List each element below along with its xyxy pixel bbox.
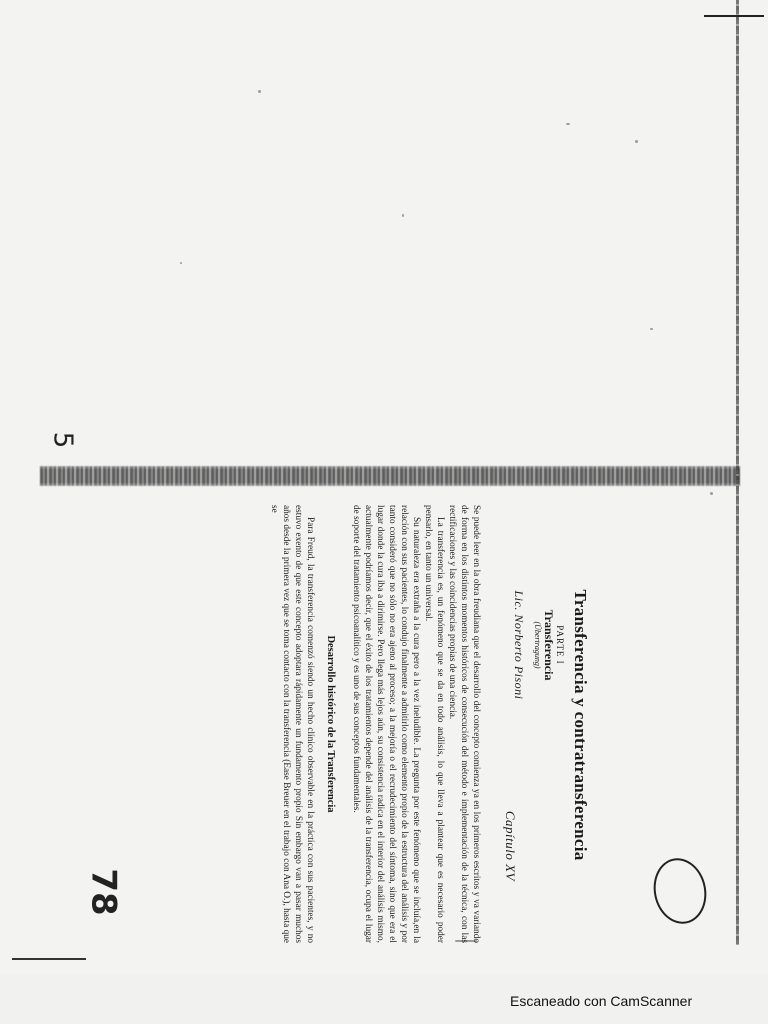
paragraph: Se puede leer en la obra freudiana que el desarrollo del concepto comienza ya en los primeros escritos y va variando de forma en los distintos momentos históricos de consecución del método e implementación de la técnica, con las rectificaciones y las coincidencias propias de una ciencia. — [447, 505, 481, 943]
scanner-watermark: Escaneado con CamScanner — [510, 993, 693, 1009]
paragraph: Para Freud, la transferencia comenzó siendo un hecho clínico observable en la práctica con sus pacientes, y no estuvo exento de que este concepto adoptara rápidamente un fundamento propio Sin embargo van a pasar muchos años desde la primera vez que se toma contacto con la transferencia (Ease Breuer en el trabajo con Ana O.), hasta que se — [269, 505, 315, 943]
chapter-label: Capítulo XV — [503, 810, 518, 881]
part-title: Transferencia — [542, 609, 556, 681]
edge-mark — [12, 958, 86, 960]
paragraph: La transferencia es, un fenómeno que se da en todo análisis, lo que lleva a plantear que es necesario poder pensarlo, en tanto un universal. — [423, 505, 445, 943]
part-heading-block — [511, 525, 565, 765]
author-name: Lic. Norberto Pisoni — [512, 590, 526, 700]
section-subheading: Desarrollo histórico de la Transferencia — [325, 635, 336, 813]
document-title: Transferencia y contratransferencia — [571, 589, 590, 861]
page-edge-line — [736, 0, 739, 945]
body-text — [268, 505, 482, 943]
part-label: PARTE I — [555, 625, 565, 665]
paragraph: Su naturaleza era extraña a la cura pero a la vez ineludible. La pregunta por este fenómeno que se incluía,en la relación con sus pacientes, lo condujo finalmente a admitirlo como elemento propio de la estructura del análisis y por tanto consideró que no sólo no era ajeno al proceso; a la mejoría o el recrudecimiento del síntoma, sino que era el lugar donde la cura iba a dirimirse. Pero llega más lejos aún, su consistencia radica en el interior del análisis mismo, actualmente podríamos decir, que el éxito de los tratamientos depende del análisis de la transferencia, ocupa el lugar de soporte del tratamiento psicoanalítico y es uno de sus conceptos fundamentales. — [351, 505, 421, 943]
handwritten-note: 5 — [47, 431, 78, 449]
edge-mark — [704, 15, 764, 17]
handwritten-circle — [648, 853, 713, 928]
rotated-document-page — [50, 505, 610, 945]
handwritten-page-number: 78 — [83, 868, 124, 916]
part-subtitle: (Übertragung) — [533, 621, 542, 669]
